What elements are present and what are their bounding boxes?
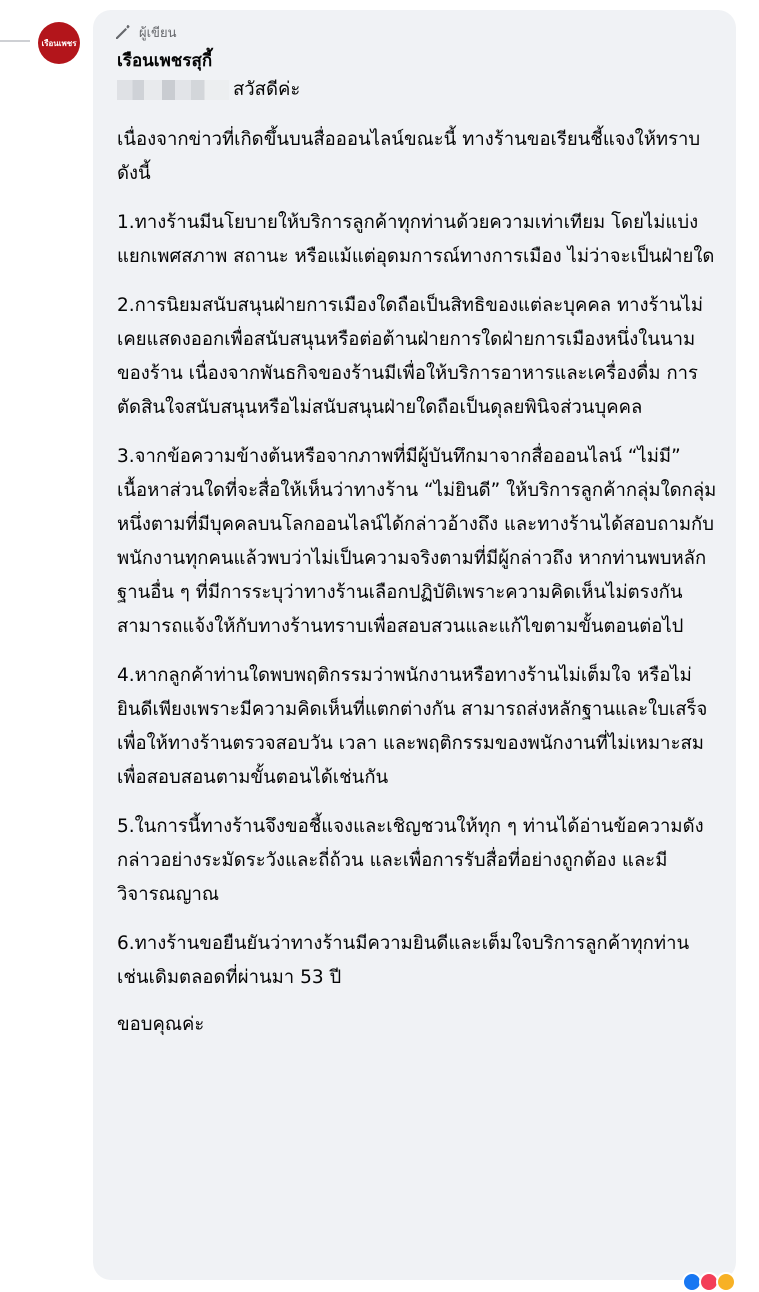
comment-paragraph: 1.ทางร้านมีนโยบายให้บริการลูกค้าทุกท่านด้วยความเท่าเทียม โดยไม่แบ่งแยกเพศสภาพ สถานะ หรือแม้แต่อุดมการณ์ทางการเมือง ไม่ว่าจะเป็นฝ่ายใด <box>117 212 715 267</box>
avatar[interactable] <box>38 22 80 64</box>
thread-connector-line <box>0 40 30 42</box>
comment-paragraph: เนื่องจากข่าวที่เกิดขึ้นบนสื่อออนไลน์ขณะนี้ ทางร้านขอเรียนชี้แจงให้ทราบดังนี้ <box>117 129 701 184</box>
greeting-text: สวัสดีค่ะ <box>233 79 301 100</box>
comment-bubble <box>93 10 736 1280</box>
comment-paragraph: 6.ทางร้านขอยืนยันว่าทางร้านมีความยินดีและเต็มใจบริการลูกค้าทุกท่าน เช่นเดิมตลอดที่ผ่านมา 53 ปี <box>117 933 690 988</box>
author-name[interactable]: เรือนเพชรสุกี้ <box>117 51 213 71</box>
comment-paragraph: 2.การนิยมสนับสนุนฝ่ายการเมืองใดถือเป็นสิทธิของแต่ละบุคคล ทางร้านไม่เคยแสดงออกเพื่อสนับสนุนหรือต่อต้านฝ่ายการใดฝ่ายการเมืองหนึ่งในนามของร้าน เนื่องจากพันธกิจของร้านมีเพื่อให้บริการอาหารและเครื่องดื่ม การตัดสินใจสนับสนุนหรือไม่สนับสนุนฝ่ายใดถือเป็นดุลยพินิจส่วนบุคคล <box>117 295 704 418</box>
comment-paragraph: 3.จากข้อความข้างต้นหรือจากภาพที่มีผู้บันทึกมาจากสื่อออนไลน์ “ไม่มี” เนื้อหาส่วนใดที่จะสื่อให้เห็นว่าทางร้าน “ไม่ยินดี” ให้บริการลูกค้ากลุ่มใดกลุ่มหนึ่งตามที่มีบุคคลบนโลกออนไลน์ได้กล่าวอ้างถึง และทางร้านได้สอบถามกับพนักงานทุกคนแล้วพบว่าไม่เป็นความจริงตามที่มีผู้กล่าวถึง หากท่านพบหลักฐานอื่น ๆ ที่มีการระบุว่าทางร้านเลือกปฏิบัติเพราะความคิดเห็นไม่ตรงกันสามารถแจ้งให้กับทางร้านทราบเพื่อสอบสวนและแก้ไขตามขั้นตอนต่อไป <box>117 446 717 637</box>
care-reaction-icon <box>716 1272 736 1292</box>
author-badge-label: ผู้เขียน <box>139 25 177 41</box>
greeting-line <box>117 76 736 104</box>
pen-icon <box>113 22 133 42</box>
avatar-logo-text: เรือนเพชร <box>41 38 77 48</box>
comment-paragraph: 4.หากลูกค้าท่านใดพบพฤติกรรมว่าพนักงานหรือทางร้านไม่เต็มใจ หรือไม่ยินดีเพียงเพราะมีความคิดเห็นที่แตกต่างกัน สามารถส่งหลักฐานและใบเสร็จเพื่อให้ทางร้านตรวจสอบวัน เวลา และพฤติกรรมของพนักงานที่ไม่เหมาะสมเพื่อสอบสอนตามขั้นตอนได้เช่นกัน <box>117 665 708 788</box>
reaction-icons[interactable] <box>685 1272 736 1292</box>
author-badge <box>113 22 736 42</box>
redacted-blur <box>117 80 229 100</box>
comment-paragraph: 5.ในการนี้ทางร้านจึงขอชี้แจงและเชิญชวนให้ทุก ๆ ท่านได้อ่านข้อความดังกล่าวอย่างระมัดระวังและถี่ถ้วน และเพื่อการรับสื่อที่อย่างถูกต้อง และมีวิจารณญาณ <box>117 816 704 905</box>
closing-text: ขอบคุณค่ะ <box>117 1014 205 1035</box>
